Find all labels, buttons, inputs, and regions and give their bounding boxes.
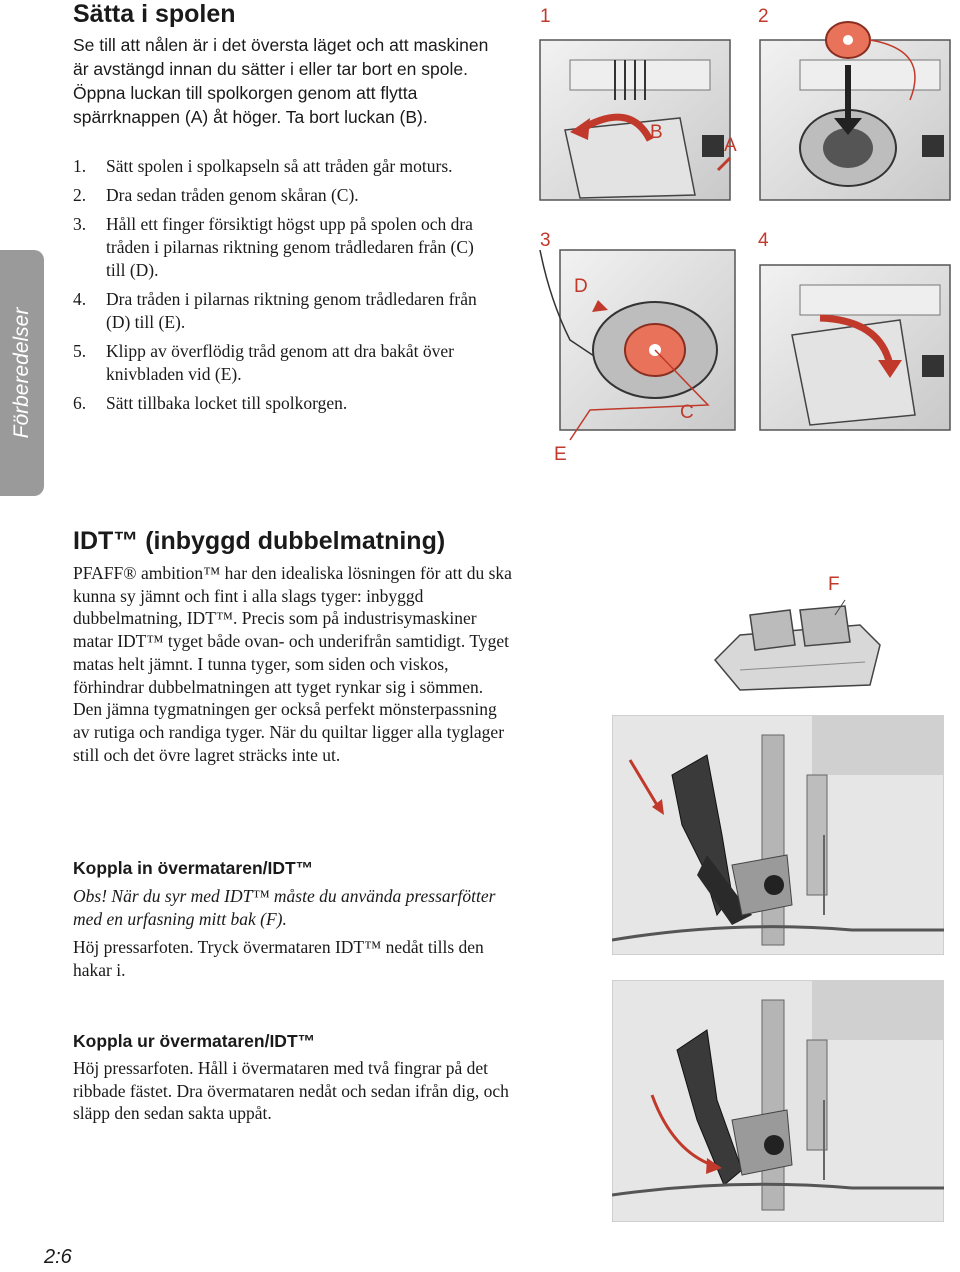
presser-foot-drawing [700,570,900,705]
section-side-tab [0,250,44,496]
figure-number-1: 1 [540,6,551,27]
figure-3-plate [540,250,735,440]
step-item: 2. Dra sedan tråden genom skåran (C). [73,185,359,205]
figure-letter-d: D [574,276,588,297]
bobbin-figure-drawing [530,0,960,470]
figure-letter-a: A [724,135,737,156]
figure-1-plate [540,40,730,200]
figure-letter-f: F [828,574,840,595]
figure-letter-e: E [554,444,567,465]
step-item: 3. Håll ett finger försiktigt högst upp på spolen och dra tråden i pilarnas riktning genom trådledaren från (C) till (D). [73,214,474,280]
engage-idt-heading: Koppla in övermataren/IDT™ [73,858,314,878]
figure-letter-c: C [680,402,694,423]
step-item: 6. Sätt tillbaka locket till spolkorgen. [73,393,348,413]
idt-engage-illustration [612,715,944,955]
figure-number-4: 4 [758,230,769,251]
figure-number-3: 3 [540,230,551,251]
disengage-idt-heading: Koppla ur övermataren/IDT™ [73,1031,316,1051]
figure-2-plate [760,22,950,200]
side-tab-label: Förberedelser [10,307,33,439]
disengage-idt-text: Höj pressarfoten. Håll i övermataren med två fingrar på det ribbade fästet. Dra övermataren nedåt och sedan ifrån dig, och släpp den sedan sakta uppåt. [73,1058,509,1124]
idt-disengage-illustration [612,980,944,1222]
bobbin-steps-list [73,155,493,421]
step-item: 1. Sätt spolen i spolkapseln så att tråden går moturs. [73,156,453,176]
section-title-bobbin: Sätta i spolen [73,0,236,28]
bobbin-intro-text: Se till att nålen är i det översta läget och att maskinen är avstängd innan du sätter i eller tar bort en spole. Öppna luckan till spolkorgen genom att flytta spärrknappen (A) åt höger. Ta bort luckan (B). [73,35,489,127]
figure-4-plate [760,265,950,430]
engage-idt-note: Obs! När du syr med IDT™ måste du använda pressarfötter med en urfasning mitt bak (F). [73,886,496,929]
page-number: 2:6 [44,1246,72,1268]
idt-engage-drawing [612,715,944,955]
idt-disengage-drawing [612,980,944,1222]
step-item: 5. Klipp av överflödig tråd genom att dra bakåt över knivbladen vid (E). [73,341,454,384]
idt-description-text: PFAFF® ambition™ har den idealiska lösningen för att du ska kunna sy jämnt och fint i alla slags tyger: inbyggd dubbelmatning, IDT™. Precis som på industrisymaskiner matar IDT™ tyget både ovan- och underifrån samtidigt. Tyget matas helt jämnt. I tunna tyger, som siden och viskos, förhindrar dubbelmatningen att tyget rynkar sig i sömmen. Den jämna tygmatningen ger också perfekt mönsterpassning av rutiga och randiga tyger. När du quiltar ligger alla tyglager still och det övre lagret sträcks inte ut. [73,563,512,765]
presser-foot-illustration [700,570,900,705]
section-title-idt: IDT™ (inbyggd dubbelmatning) [73,527,446,555]
bobbin-illustrations [530,0,960,470]
engage-idt-text: Höj pressarfoten. Tryck övermataren IDT™ nedåt tills den hakar i. [73,937,484,980]
figure-number-2: 2 [758,6,769,27]
step-item: 4. Dra tråden i pilarnas riktning genom trådledaren från (D) till (E). [73,289,477,332]
figure-letter-b: B [650,122,663,143]
